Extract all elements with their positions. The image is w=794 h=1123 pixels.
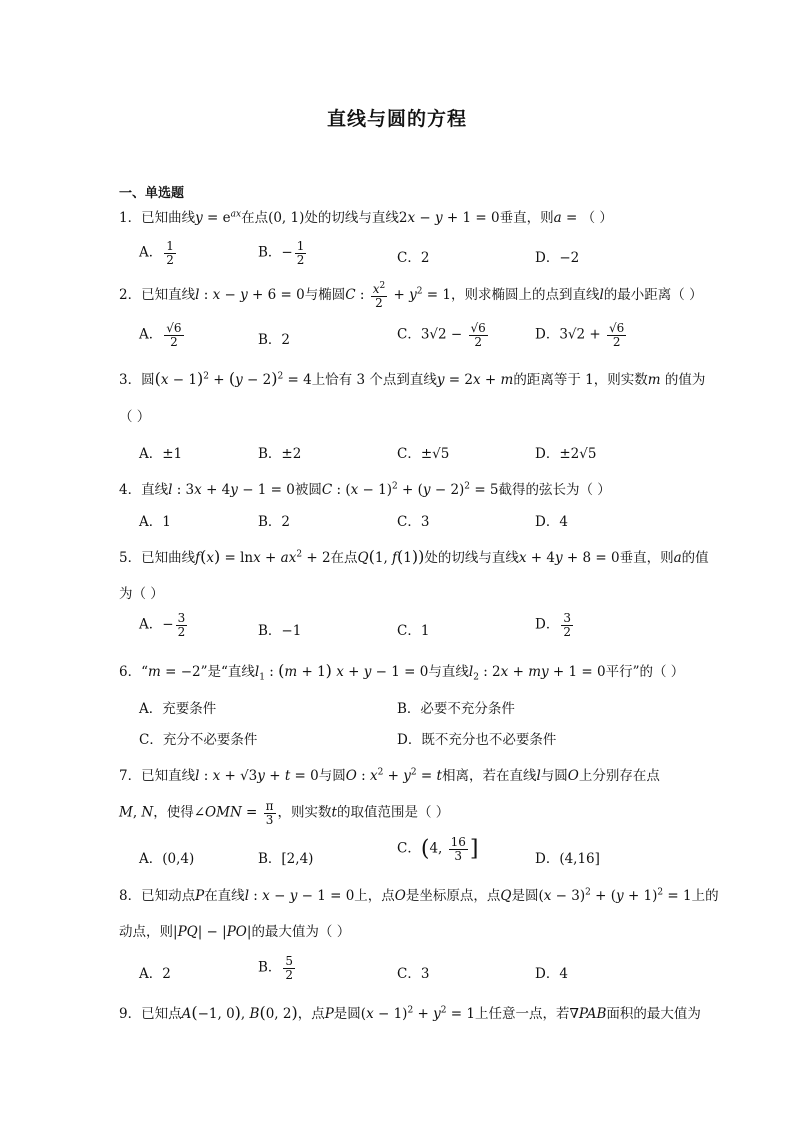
q6-option-a[interactable]: A．充要条件 [139,701,217,717]
q2-option-d[interactable]: D．3√2 + $\frac{√6}{2}$ [535,321,625,349]
q1-option-a[interactable]: A． $\frac{1}{2}$ [139,239,174,267]
question-5: 5．已知曲线$f(x) = \ln x + ax^2 + 2$在点Q(1, f(1))处的切线与直线x + 4y + 8 = 0垂直，则a的值 [119,547,709,566]
q6-option-d[interactable]: D．既不充分也不必要条件 [397,732,557,748]
q7-option-c[interactable]: C．(4, $\frac{16}{3}$ ] [397,835,479,863]
q7-option-b[interactable]: B．[2,4) [258,851,314,867]
q8-option-c[interactable]: C．3 [397,966,430,982]
q3-option-a[interactable]: A．±1 [139,446,183,462]
section-heading: 一、单选题 [119,186,185,201]
q4-option-a[interactable]: A．1 [139,514,171,530]
q1-option-d[interactable]: D．−2 [535,250,580,266]
q4-option-c[interactable]: C．3 [397,514,430,530]
q3-option-d[interactable]: D．±2√5 [535,446,597,462]
q4-option-b[interactable]: B．2 [258,514,291,530]
question-2: 2．已知直线l : x − y + 6 = 0与椭圆C : $\frac{x^2}{2}$ + $y^2 = 1$，则求椭圆上的点到直线l的最小距离（ ） [119,281,703,310]
question-7: 7．已知直线l : x + √3y + t = 0与圆O : $x^2 + y^2 = t$相离，若在直线l与圆O上分别存在点 [119,767,660,784]
q5-option-a[interactable]: A．− $\frac{3}{2}$ [139,611,186,639]
q5-option-d[interactable]: D． $\frac{3}{2}$ [535,611,571,639]
question-1: 1．已知曲线$y = e^{ax}$在点(0, 1)处的切线与直线2x − y + 1 = 0垂直，则a = （ ） [119,209,613,226]
q1-option-c[interactable]: C．2 [397,250,430,266]
q8-option-b[interactable]: B． $\frac{5}{2}$ [258,954,294,982]
question-6: 6．“m = −2”是“直线$l_1$ : (m + 1) x + y − 1 = 0与直线$l_2$ : 2x + my + 1 = 0平行”的（ ） [119,661,685,683]
q2-option-a[interactable]: A． $\frac{√6}{2}$ [139,321,182,349]
q8-option-d[interactable]: D．4 [535,966,568,982]
q3-option-c[interactable]: C．±√5 [397,446,450,462]
question-8-cont: 动点，则|PQ| − |PO|的最大值为（ ） [119,924,351,940]
question-7-cont: M, N，使得∠OMN = $\frac{\pi}{3}$ ，则实数t的取值范围是（ ） [119,799,450,827]
q5-option-c[interactable]: C．1 [397,623,430,639]
q2-option-c[interactable]: C．3√2 − $\frac{√6}{2}$ [397,321,486,349]
q6-option-c[interactable]: C．充分不必要条件 [139,732,258,748]
q7-option-d[interactable]: D．(4,16] [535,851,600,867]
q3-option-b[interactable]: B．±2 [258,446,302,462]
q1-option-b[interactable]: B．− $\frac{1}{2}$ [258,239,305,267]
q2-option-b[interactable]: B．2 [258,332,291,348]
question-8: 8．已知动点P在直线l : x − y − 1 = 0上，点O是坐标原点，点Q是圆$(x - 3)^2 + (y + 1)^2 = 1$上的 [119,887,719,904]
question-9: 9．已知点A(−1, 0), B(0, 2)，点P是圆$(x - 1)^2 + y^2 = 1$上任意一点，若∇PAB面积的最大值为 [119,1003,701,1022]
question-3: 3．圆$(x - 1)^2 + (y - 2)^2 = 4$上恰有 3 个点到直线y = 2x + m的距离等于 1，则实数m 的值为 [119,369,706,388]
q5-option-b[interactable]: B．−1 [258,623,302,639]
q6-option-b[interactable]: B．必要不充分条件 [397,701,515,717]
q7-option-a[interactable]: A．(0,4) [139,851,195,867]
question-3-paren: （ ） [119,409,151,425]
question-5-cont: 为（ ） [119,586,164,602]
question-4: 4．直线l : 3x + 4y − 1 = 0被圆C : $(x - 1)^2 + (y - 2)^2 = 5$截得的弦长为（ ） [119,481,611,498]
q4-option-d[interactable]: D．4 [535,514,568,530]
q8-option-a[interactable]: A．2 [139,966,171,982]
page-title: 直线与圆的方程 [326,108,467,130]
